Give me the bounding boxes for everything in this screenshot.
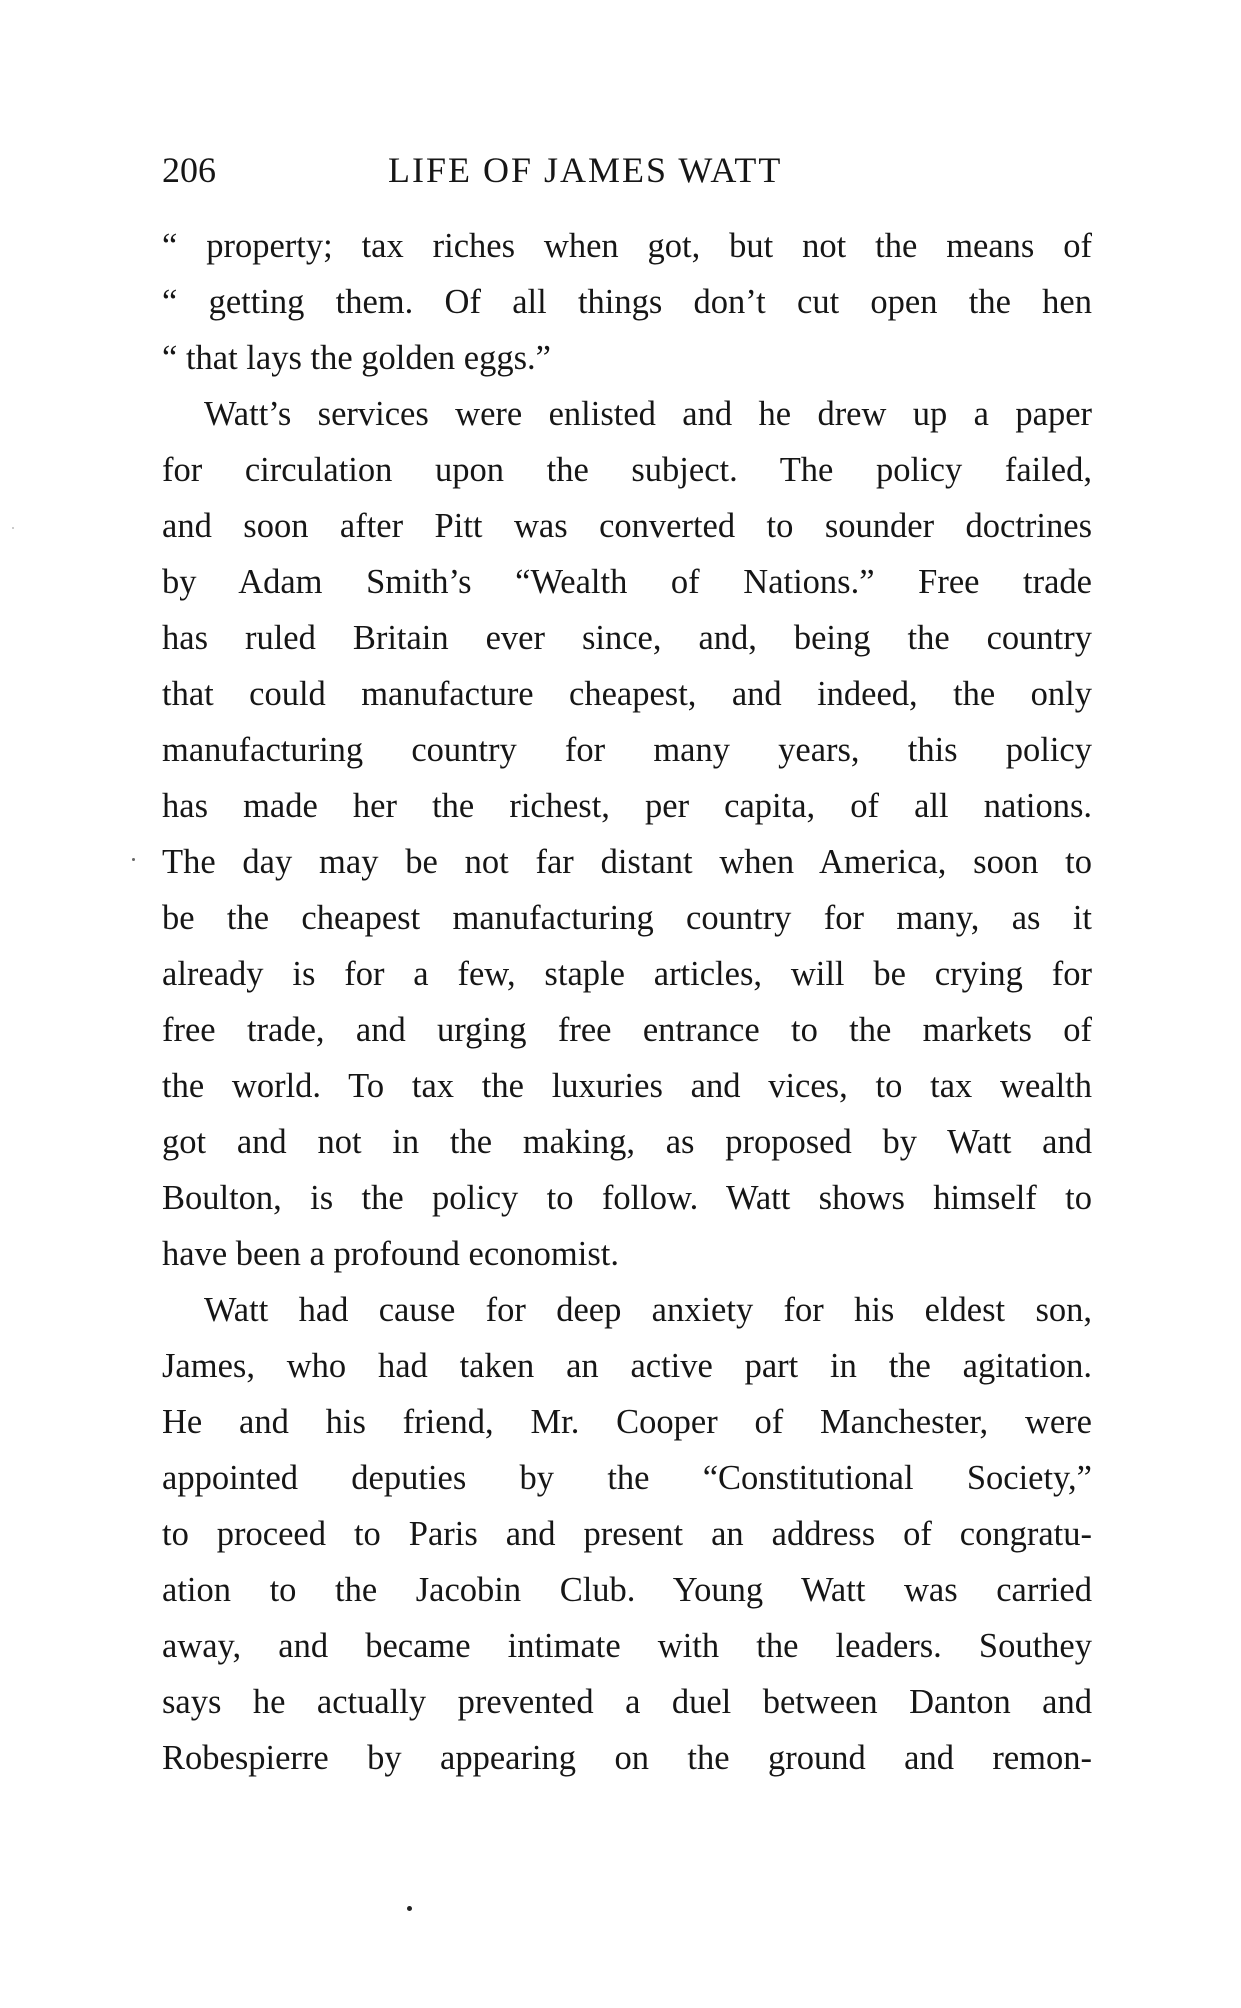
page-number: 206 bbox=[162, 150, 216, 190]
text-line: that could manufacture cheapest, and indeed, the only bbox=[162, 675, 1092, 713]
text-line: be the cheapest manufacturing country for many, as it bbox=[162, 899, 1092, 937]
text-line: James, who had taken an active part in the agitation. bbox=[162, 1347, 1092, 1385]
text-line: “ getting them. Of all things don’t cut open the hen bbox=[162, 283, 1092, 321]
text-line: has made her the richest, per capita, of all nations. bbox=[162, 787, 1092, 825]
text-line: to proceed to Paris and present an address of congratu- bbox=[162, 1515, 1092, 1553]
bottom-dot-mark bbox=[407, 1906, 412, 1911]
edge-speck bbox=[12, 527, 14, 529]
running-title: LIFE OF JAMES WATT bbox=[388, 150, 783, 190]
text-line: have been a profound economist. bbox=[162, 1235, 619, 1273]
text-line: free trade, and urging free entrance to the markets of bbox=[162, 1011, 1092, 1049]
text-line: ation to the Jacobin Club. Young Watt was carried bbox=[162, 1571, 1092, 1609]
text-line: the world. To tax the luxuries and vices, to tax wealth bbox=[162, 1067, 1092, 1105]
text-line: Watt’s services were enlisted and he drew up a paper bbox=[204, 395, 1092, 433]
text-line: got and not in the making, as proposed by Watt and bbox=[162, 1123, 1092, 1161]
text-line: already is for a few, staple articles, will be crying for bbox=[162, 955, 1092, 993]
text-line: He and his friend, Mr. Cooper of Manchester, were bbox=[162, 1403, 1092, 1441]
text-line: says he actually prevented a duel between Danton and bbox=[162, 1683, 1092, 1721]
text-line: The day may be not far distant when America, soon to bbox=[162, 843, 1092, 881]
text-line: manufacturing country for many years, this policy bbox=[162, 731, 1092, 769]
text-line: and soon after Pitt was converted to sounder doctrines bbox=[162, 507, 1092, 545]
text-line: appointed deputies by the “Constitutional Society,” bbox=[162, 1459, 1092, 1497]
text-line: Robespierre by appearing on the ground and remon- bbox=[162, 1739, 1092, 1777]
text-line: Boulton, is the policy to follow. Watt shows himself to bbox=[162, 1179, 1092, 1217]
text-line: “ property; tax riches when got, but not the means of bbox=[162, 227, 1092, 265]
text-line: Watt had cause for deep anxiety for his eldest son, bbox=[204, 1291, 1092, 1329]
text-line: by Adam Smith’s “Wealth of Nations.” Free trade bbox=[162, 563, 1092, 601]
text-line: away, and became intimate with the leaders. Southey bbox=[162, 1627, 1092, 1665]
page-header bbox=[162, 140, 1092, 200]
margin-speck bbox=[132, 858, 135, 861]
text-line: for circulation upon the subject. The policy failed, bbox=[162, 451, 1092, 489]
text-line: “ that lays the golden eggs.” bbox=[162, 339, 551, 377]
body-text bbox=[162, 218, 1092, 1786]
text-line: has ruled Britain ever since, and, being the country bbox=[162, 619, 1092, 657]
